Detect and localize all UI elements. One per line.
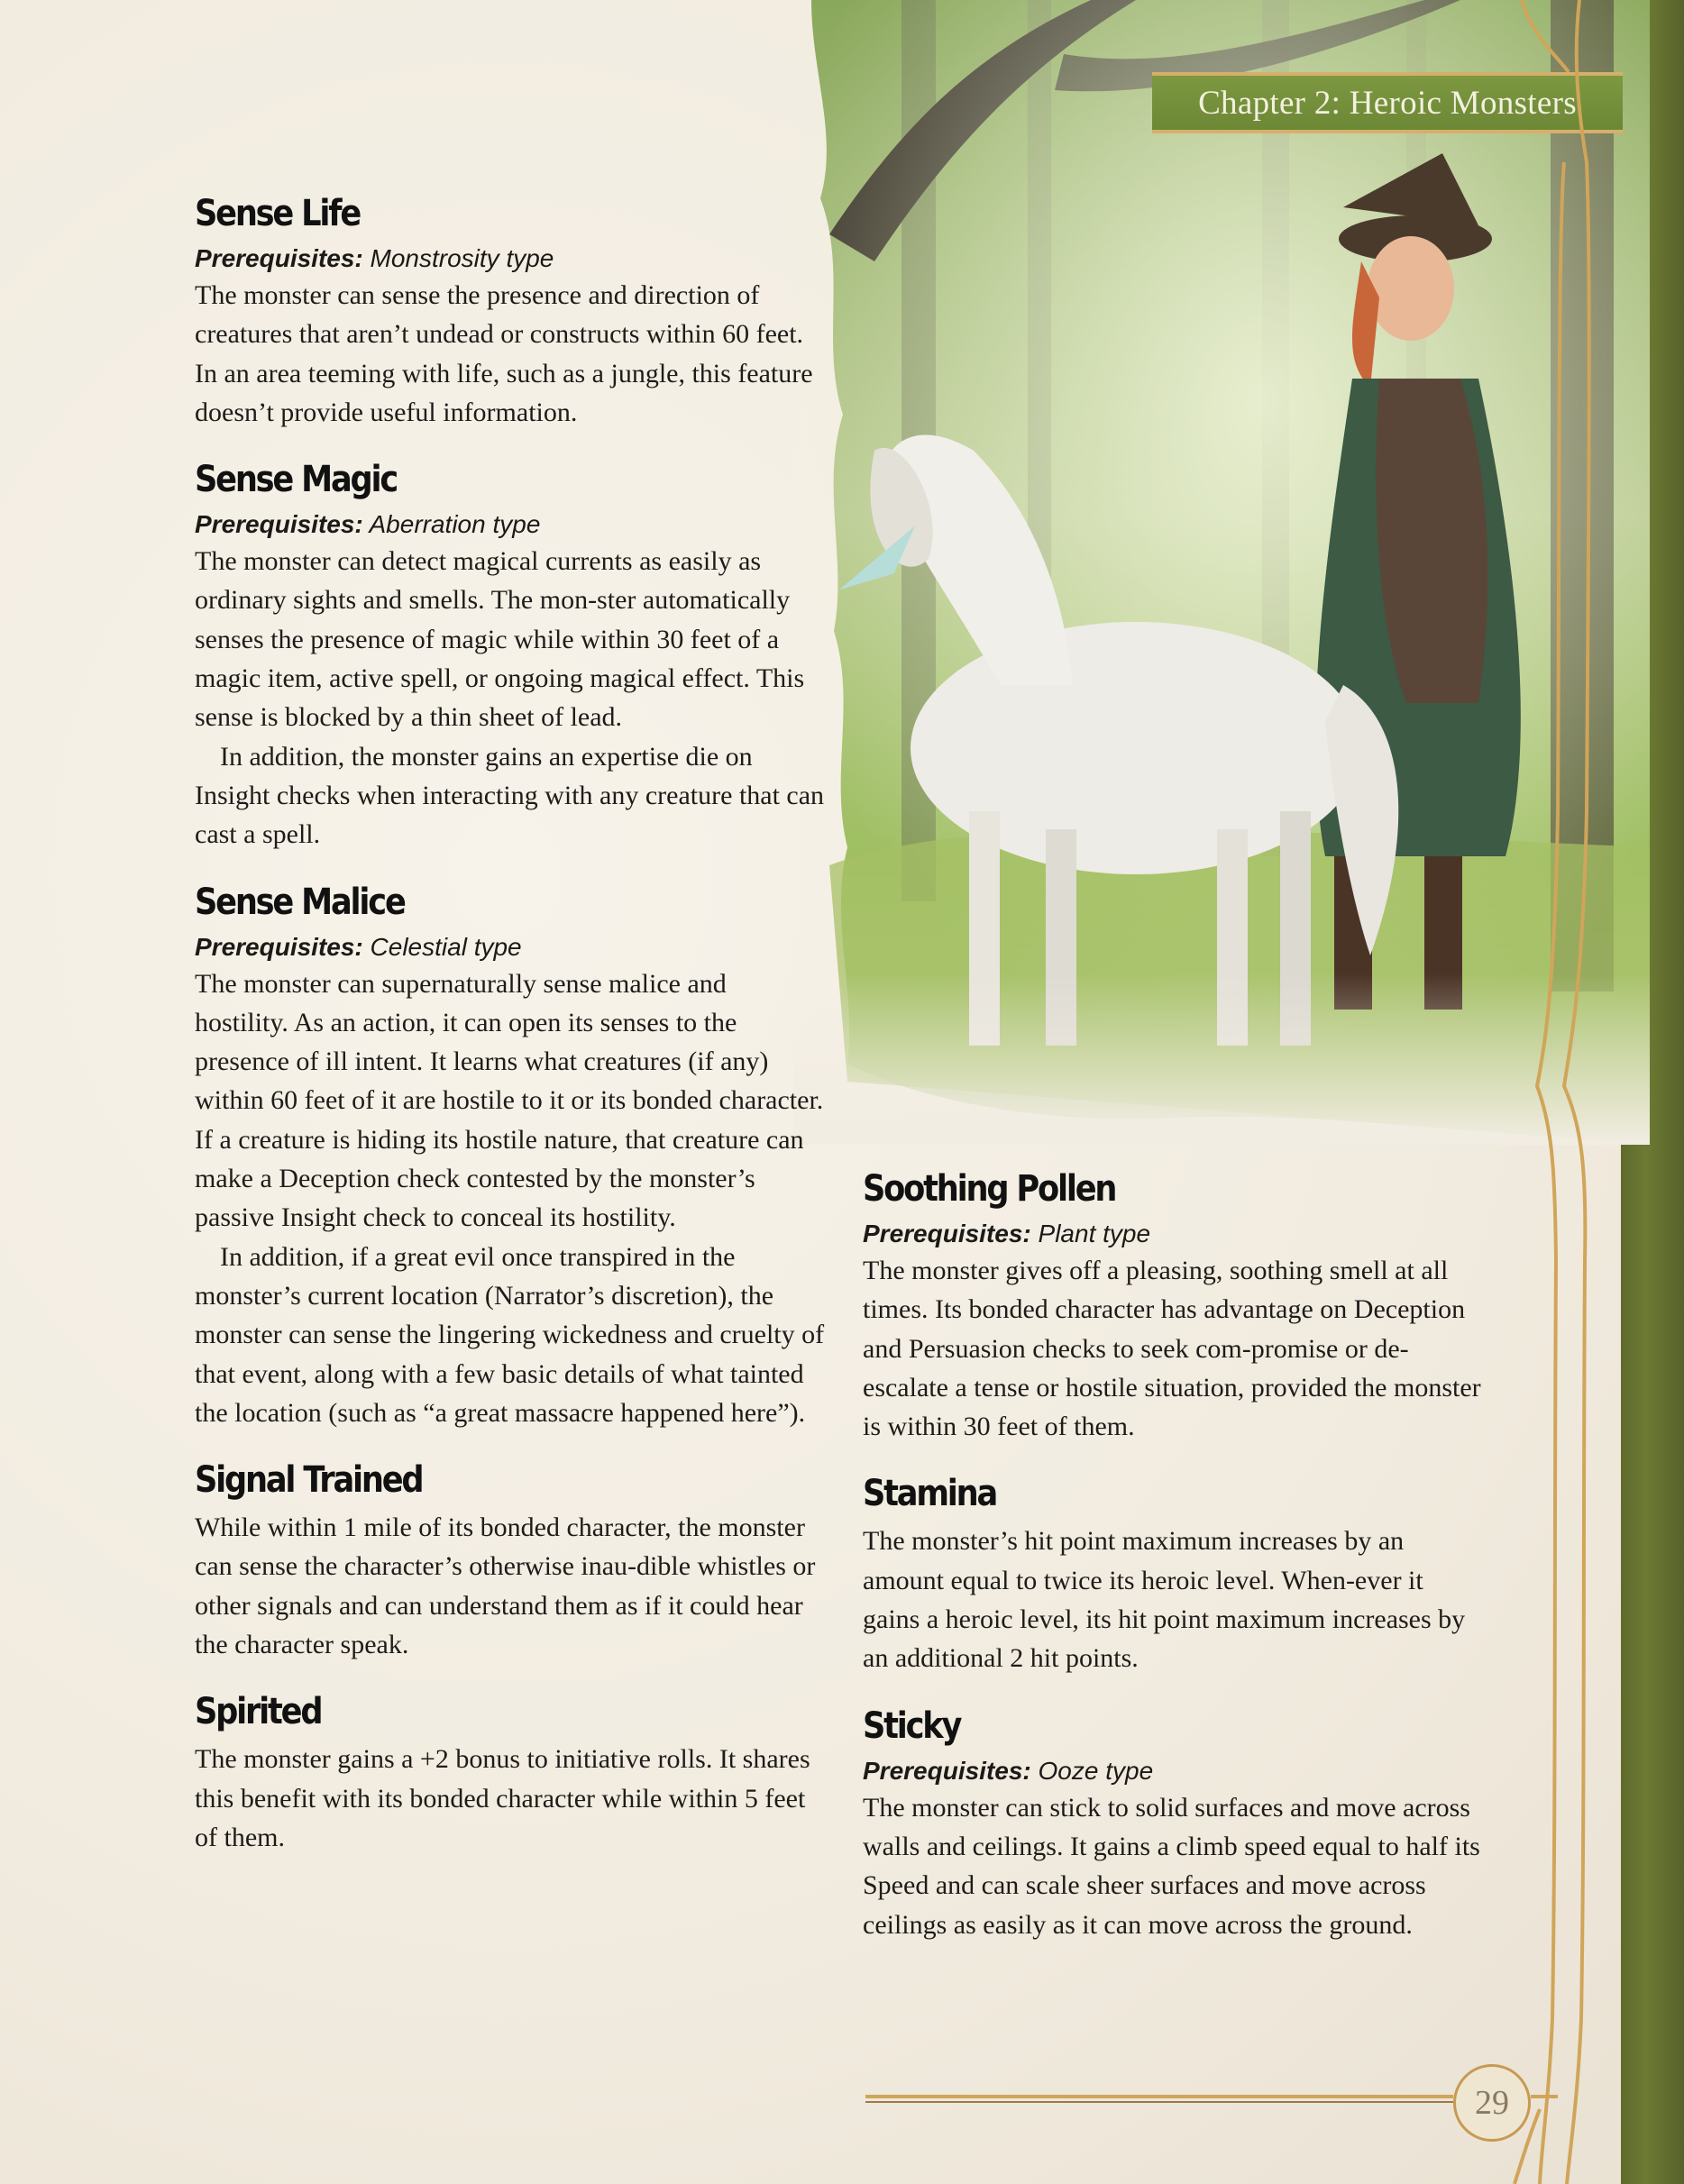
chapter-title: Chapter 2: Heroic Monsters [1198,84,1577,122]
entry-title: Sense Life [195,193,361,234]
entry-body: The monster’s hit point maximum increases by an amount equal to twice its heroic level. When-ever it gains a heroic level, its hit point maximum increases by an additional 2 hit points. [863,1526,1466,1674]
chapter-banner [1152,72,1623,133]
entry-title: Stamina [863,1473,997,1515]
prereq-value: Aberration type [369,510,541,539]
prereq-label: Prerequisites: [195,510,363,539]
prerequisite [863,1754,1485,1788]
prereq-value: Ooze type [1038,1756,1154,1785]
entry-title: Sense Malice [195,881,405,923]
entry-sense-life [195,186,826,432]
unicorn-and-witch-illustration-icon [793,0,1650,1145]
entry-body: The monster can sense the presence and direction of creatures that aren’t undead or constructs within 60 feet. In an area teeming with life, such as a jungle, this feature doesn’t provide useful information. [195,280,813,427]
entry-title: Spirited [195,1691,322,1733]
prereq-value: Celestial type [370,932,522,961]
page-number: 29 [1475,2084,1509,2122]
entry-body: The monster gains a +2 bonus to initiative rolls. It shares this benefit with its bonded character while within 5 feet of them. [195,1744,810,1852]
entry-body: The monster can detect magical currents as easily as ordinary sights and smells. The mon-ster automatically senses the presence of magic while within 30 feet of a magic item, active spell, or ongoing magical effect. This sense is blocked by a thin sheet of lead. [195,546,805,733]
page-number-badge [1453,2064,1531,2142]
entry-spirited [195,1684,826,1857]
entry-title: Soothing Pollen [863,1168,1116,1210]
entry-body: In addition, if a great evil once transpired in the monster’s current location (Narrator’s discretion), the monster can sense the lingering wickedness and cruelty of that event, along with a few basic details of what tainted the location (such as “a great massacre happened here”). [195,1241,825,1428]
entry-title: Sense Magic [195,459,398,501]
prereq-label: Prerequisites: [195,244,363,272]
prereq-value: Plant type [1038,1220,1151,1247]
entry-title: Signal Trained [195,1459,423,1502]
entry-sense-magic [195,452,826,854]
prerequisite [195,930,826,964]
left-column [195,186,826,1877]
entry-sticky [863,1698,1485,1944]
prereq-label: Prerequisites: [195,932,363,961]
right-column [863,1161,1485,1964]
prerequisite [863,1217,1485,1251]
entry-signal-trained [195,1452,826,1664]
entry-title: Sticky [863,1704,961,1747]
prereq-label: Prerequisites: [863,1220,1031,1247]
entry-stamina [863,1466,1485,1677]
prerequisite [195,242,826,276]
entry-body: While within 1 mile of its bonded character, the monster can sense the character’s otherwise inau-dible whistles or other signals and can understand them as if it could hear the character speak. [195,1512,816,1660]
entry-soothing-pollen [863,1161,1485,1446]
illustration [793,0,1650,1145]
prerequisite [195,507,826,542]
entry-body: The monster can stick to solid surfaces and move across walls and ceilings. It gains a climb speed equal to half its Speed and can scale sheer surfaces and move across ceilings as easily as it can move across the ground. [863,1792,1480,1940]
prereq-value: Monstrosity type [370,244,554,272]
entry-body: The monster gives off a pleasing, soothing smell at all times. Its bonded character has advantage on Deception and Persuasion checks to seek com-promise or de-escalate a tense or hostile situation, provided the monster is within 30 feet of them. [863,1256,1481,1442]
entry-body: In addition, the monster gains an expertise die on Insight checks when interacting with any creature that can cast a spell. [195,741,825,850]
entry-sense-malice [195,874,826,1433]
entry-body: The monster can supernaturally sense malice and hostility. As an action, it can open its senses to the presence of ill intent. It learns what creatures (if any) within 60 feet of it are hostile to it or its bonded character. If a creature is hiding its hostile nature, that creature can make a Deception check contested by the monster’s passive Insight check to conceal its hostility. [195,968,824,1233]
prereq-label: Prerequisites: [863,1756,1031,1785]
